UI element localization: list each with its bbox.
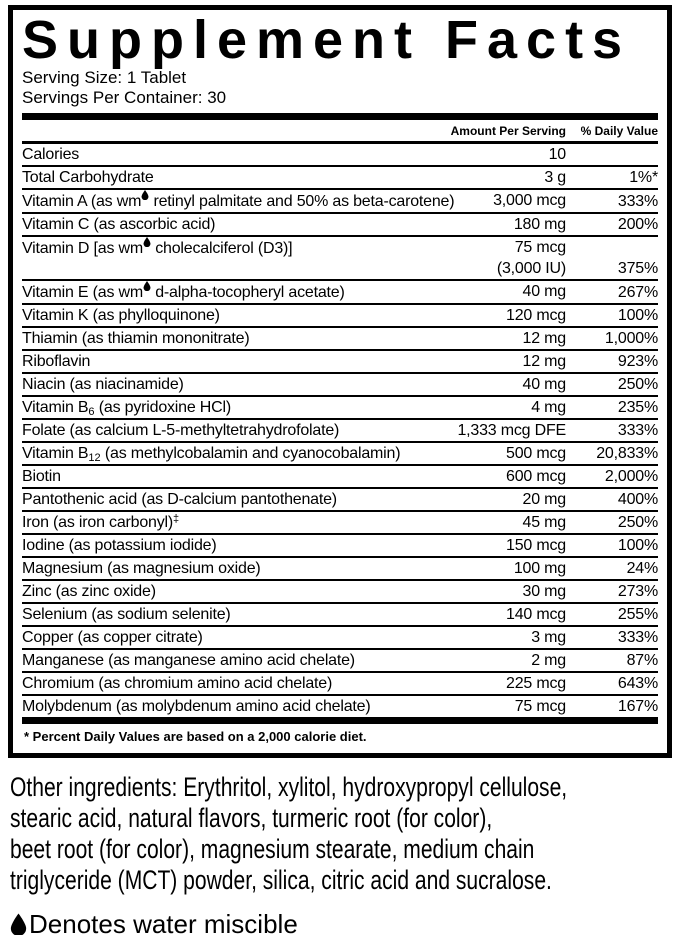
nutrient-daily-value: 375% <box>617 260 658 277</box>
other-ingredients-line: triglyceride (MCT) powder, silica, citric acid and sucralose. <box>10 865 552 895</box>
nutrient-name: Selenium (as sodium selenite) <box>22 606 231 623</box>
nutrient-name: Copper (as copper citrate) <box>22 629 203 646</box>
nutrient-name: Vitamin $B_{12}$ (as methylcobalamin and cyanocobalamin) <box>22 445 401 464</box>
table-row <box>22 420 658 443</box>
nutrient-name: Zinc (as zinc oxide) <box>22 583 156 600</box>
nutrient-amount: 140 mcg <box>506 606 566 623</box>
column-headers <box>22 120 658 144</box>
nutrient-daily-value: 200% <box>617 216 658 233</box>
nutrient-amount: 45 mg <box>522 514 566 531</box>
nutrient-name: Iodine (as potassium iodide) <box>22 537 217 554</box>
nutrient-amount: 225 mcg <box>506 675 566 692</box>
column-amount-per-serving: Amount Per Serving <box>450 124 566 138</box>
nutrient-amount: 3 g <box>544 169 566 186</box>
water-drop-icon <box>141 190 149 200</box>
table-row <box>22 466 658 489</box>
below-panel-text <box>10 772 672 935</box>
nutrient-name: Thiamin (as thiamin mononitrate) <box>22 330 250 347</box>
nutrient-daily-value: 24% <box>626 560 658 577</box>
supplement-facts-panel <box>8 5 672 758</box>
nutrient-amount: 12 mg <box>522 330 566 347</box>
serving-size: Serving Size: 1 Tablet <box>22 68 187 87</box>
other-ingredients-line: beet root (for color), magnesium stearate, medium chain <box>10 834 535 864</box>
nutrient-daily-value: 333% <box>617 193 658 210</box>
nutrient-daily-value: 333% <box>617 629 658 646</box>
table-row <box>22 650 658 673</box>
nutrient-amount: 75 mcg (3,000 IU) <box>496 239 566 277</box>
nutrient-amount: 4 mg <box>531 399 566 416</box>
nutrient-amount: 40 mg <box>522 283 566 300</box>
footnote: * Percent Daily Values are based on a 2,000 calorie diet. <box>24 729 367 744</box>
nutrient-daily-value: 400% <box>617 491 658 508</box>
nutrient-amount: 75 mcg <box>514 698 566 715</box>
nutrient-amount: 10 <box>548 146 566 163</box>
nutrient-name: Vitamin C (as ascorbic acid) <box>22 216 216 233</box>
nutrient-daily-value: 167% <box>617 698 658 715</box>
divider-bar <box>22 113 658 120</box>
table-row <box>22 351 658 374</box>
nutrient-amount: 180 mg <box>513 216 566 233</box>
nutrient-amount: 12 mg <box>522 353 566 370</box>
water-drop-icon <box>143 237 151 247</box>
nutrient-amount: 120 mcg <box>506 307 566 324</box>
nutrient-daily-value: 235% <box>617 399 658 416</box>
nutrient-name: Manganese (as manganese amino acid chelate) <box>22 652 355 669</box>
nutrient-name: Total Carbohydrate <box>22 169 154 186</box>
nutrient-name: Vitamin D [as wm cholecalciferol (D3)] <box>22 237 497 279</box>
table-row <box>22 581 658 604</box>
table-row <box>22 696 658 717</box>
table-row <box>22 558 658 581</box>
table-row <box>22 328 658 351</box>
servings-per-container: Servings Per Container: 30 <box>22 88 227 107</box>
table-row <box>22 214 658 237</box>
nutrient-name: Vitamin K (as phylloquinone) <box>22 307 220 324</box>
nutrient-daily-value: 333% <box>617 422 658 439</box>
nutrient-name: Pantothenic acid (as D-calcium pantothenate) <box>22 491 337 508</box>
other-ingredients-line: stearic acid, natural flavors, turmeric root (for color), <box>10 803 493 833</box>
column-daily-value: % Daily Value <box>580 124 658 138</box>
table-row <box>22 374 658 397</box>
nutrient-amount: 150 mcg <box>506 537 566 554</box>
water-miscible-text: Denotes water miscible <box>29 909 298 935</box>
nutrient-daily-value: 250% <box>617 376 658 393</box>
nutrient-name: Biotin <box>22 468 61 485</box>
table-row <box>22 489 658 512</box>
table-row <box>22 673 658 696</box>
nutrient-daily-value: 87% <box>626 652 658 669</box>
nutrient-name: Vitamin $B_6$ (as pyridoxine HCl) <box>22 399 232 418</box>
nutrient-amount: 2 mg <box>531 652 566 669</box>
table-row <box>22 167 658 190</box>
facts-rows <box>22 144 658 717</box>
table-row <box>22 281 658 305</box>
nutrient-amount: 20 mg <box>522 491 566 508</box>
nutrient-daily-value: 255% <box>617 606 658 623</box>
water-drop-icon <box>143 281 151 291</box>
nutrient-daily-value: 273% <box>617 583 658 600</box>
nutrient-amount: 600 mcg <box>506 468 566 485</box>
nutrient-daily-value: 20,833% <box>596 445 658 462</box>
table-row <box>22 190 658 214</box>
nutrient-name: Niacin (as niacinamide) <box>22 376 184 393</box>
nutrient-name: Iron (as iron carbonyl)‡ <box>22 513 180 531</box>
water-drop-icon <box>10 913 27 935</box>
nutrient-daily-value: 100% <box>617 307 658 324</box>
table-row <box>22 144 658 167</box>
nutrient-daily-value: 267% <box>617 284 658 301</box>
water-miscible-note <box>10 909 672 935</box>
nutrient-daily-value: 1%* <box>629 169 658 186</box>
nutrient-name: Calories <box>22 146 80 163</box>
table-row <box>22 443 658 466</box>
table-row <box>22 627 658 650</box>
nutrient-daily-value: 643% <box>617 675 658 692</box>
nutrient-amount: 3,000 mcg <box>493 192 566 209</box>
nutrient-amount: 40 mg <box>522 376 566 393</box>
nutrient-daily-value: 923% <box>617 353 658 370</box>
divider-bar <box>22 717 658 724</box>
other-ingredients-line: Other ingredients: Erythritol, xylitol, hydroxypropyl cellulose, <box>10 772 568 802</box>
nutrient-name: Chromium (as chromium amino acid chelate) <box>22 675 333 692</box>
nutrient-name: Folate (as calcium L-5-methyltetrahydrofolate) <box>22 422 340 439</box>
nutrient-daily-value: 2,000% <box>604 468 658 485</box>
table-row <box>22 535 658 558</box>
other-ingredients <box>10 772 568 896</box>
table-row <box>22 397 658 420</box>
table-row <box>22 512 658 535</box>
nutrient-amount: 1,333 mcg DFE <box>457 422 566 439</box>
nutrient-daily-value: 100% <box>617 537 658 554</box>
nutrient-daily-value: 250% <box>617 514 658 531</box>
nutrient-name: Riboflavin <box>22 353 91 370</box>
nutrient-amount: 100 mg <box>513 560 566 577</box>
nutrient-amount: 3 mg <box>531 629 566 646</box>
table-row <box>22 604 658 627</box>
nutrient-amount: 30 mg <box>522 583 566 600</box>
nutrient-amount: 500 mcg <box>506 445 566 462</box>
table-row <box>22 305 658 328</box>
table-row <box>22 237 658 281</box>
nutrient-name: Magnesium (as magnesium oxide) <box>22 560 261 577</box>
panel-title: Supplement Facts <box>22 10 632 70</box>
nutrient-name: Vitamin A (as wm retinyl palmitate and 50% as beta-carotene) <box>22 190 493 212</box>
nutrient-name: Molybdenum (as molybdenum amino acid chelate) <box>22 698 371 715</box>
nutrient-name: Vitamin E (as wm d-alpha-tocopheryl acetate) <box>22 281 523 303</box>
nutrient-daily-value: 1,000% <box>604 330 658 347</box>
